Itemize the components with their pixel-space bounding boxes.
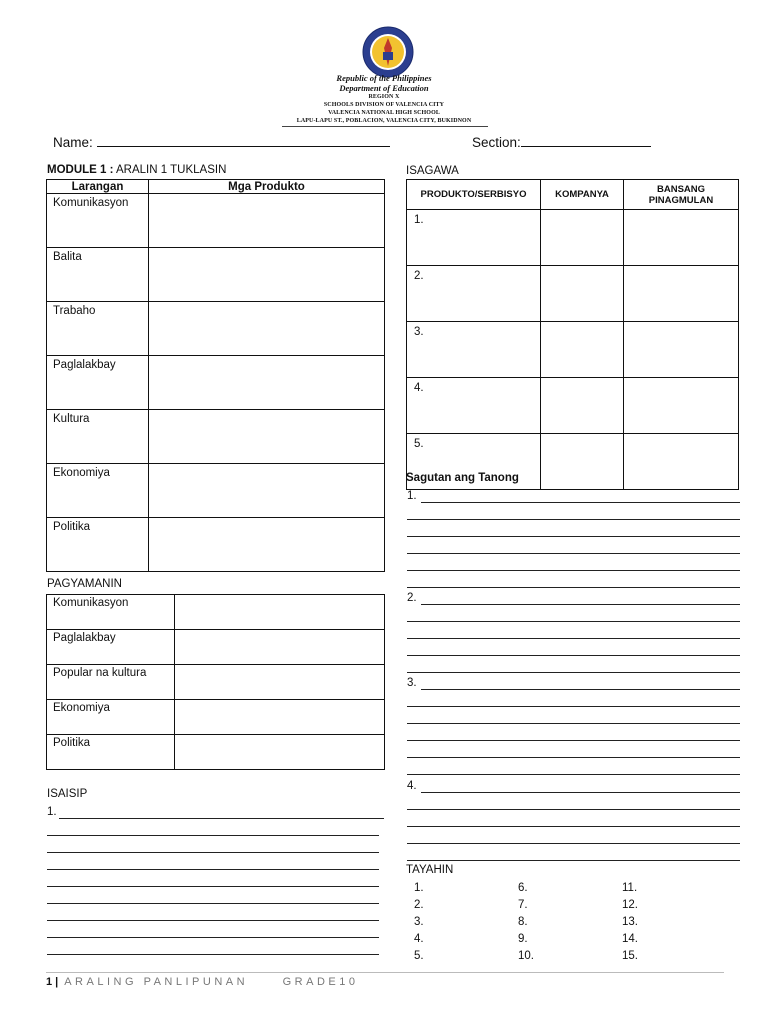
table-row	[47, 518, 385, 572]
module-label: MODULE 1 :	[47, 164, 114, 176]
header-region: REGION X	[368, 94, 400, 100]
row-number[interactable]: 4.	[407, 378, 541, 434]
row-label: Politika	[47, 735, 175, 770]
name-field[interactable]	[53, 133, 390, 150]
tayahin-item[interactable]: 2.	[414, 899, 424, 911]
answer-cell[interactable]	[541, 434, 624, 490]
answer-line[interactable]	[407, 706, 740, 707]
table-row	[47, 302, 385, 356]
answer-cell[interactable]	[624, 378, 739, 434]
mga-produkto-header: Mga Produkto	[149, 180, 385, 194]
pagyamanin-table	[46, 594, 385, 770]
tayahin-item[interactable]: 11.	[622, 882, 638, 894]
tayahin-item[interactable]: 5.	[414, 950, 424, 962]
answer-line[interactable]	[421, 689, 740, 690]
row-number[interactable]: 2.	[407, 266, 541, 322]
row-label: Balita	[47, 248, 149, 302]
question-number: 3.	[407, 677, 417, 689]
deped-seal-icon	[362, 26, 414, 78]
answer-line[interactable]	[407, 826, 740, 827]
answer-line[interactable]	[59, 818, 384, 819]
answer-line[interactable]	[47, 886, 379, 887]
table-row	[47, 194, 385, 248]
table-row	[47, 356, 385, 410]
table-row	[47, 665, 385, 700]
table-row	[47, 248, 385, 302]
answer-cell[interactable]	[149, 464, 385, 518]
row-label: Kultura	[47, 410, 149, 464]
isagawa-title: ISAGAWA	[406, 165, 459, 177]
answer-line[interactable]	[407, 860, 740, 861]
answer-cell[interactable]	[149, 356, 385, 410]
kompanya-header: KOMPANYA	[541, 180, 624, 210]
row-label: Ekonomiya	[47, 464, 149, 518]
footer-grade: GRADE10	[282, 976, 359, 988]
tayahin-item[interactable]: 10.	[518, 950, 534, 962]
answer-line[interactable]	[407, 655, 740, 656]
header-department: Department of Education	[339, 83, 429, 93]
answer-line[interactable]	[407, 672, 740, 673]
table-row	[407, 210, 739, 266]
table-row	[47, 595, 385, 630]
answer-cell[interactable]	[541, 266, 624, 322]
tayahin-item[interactable]: 6.	[518, 882, 528, 894]
answer-cell[interactable]	[149, 518, 385, 572]
isagawa-table	[406, 179, 739, 490]
table-row	[47, 700, 385, 735]
answer-cell[interactable]	[175, 595, 385, 630]
question-number: 1.	[407, 490, 417, 502]
header-address: LAPU-LAPU ST., POBLACION, VALENCIA CITY, BUKIDNON	[296, 118, 472, 124]
row-label: Paglalakbay	[47, 356, 149, 410]
answer-line[interactable]	[407, 774, 740, 775]
answer-cell[interactable]	[624, 322, 739, 378]
answer-line[interactable]	[47, 903, 379, 904]
answer-cell[interactable]	[624, 210, 739, 266]
answer-cell[interactable]	[175, 665, 385, 700]
row-label: Komunikasyon	[47, 194, 149, 248]
sagutan-title: Sagutan ang Tanong	[406, 472, 519, 484]
table-row	[47, 735, 385, 770]
answer-cell[interactable]	[149, 248, 385, 302]
answer-cell[interactable]	[149, 410, 385, 464]
produkto-header: PRODUKTO/SERBISYO	[407, 180, 541, 210]
answer-line[interactable]	[421, 502, 740, 503]
answer-line[interactable]	[407, 570, 740, 571]
answer-line[interactable]	[407, 536, 740, 537]
answer-line[interactable]	[421, 792, 740, 793]
page-footer	[46, 976, 358, 988]
pagyamanin-title: PAGYAMANIN	[47, 578, 122, 590]
footer-divider	[46, 972, 724, 973]
answer-line[interactable]	[407, 553, 740, 554]
tayahin-item[interactable]: 15.	[622, 950, 638, 962]
answer-line[interactable]	[407, 740, 740, 741]
header-republic: Republic of the Philippines	[336, 73, 432, 83]
section-field[interactable]	[472, 133, 651, 150]
row-label: Komunikasyon	[47, 595, 175, 630]
tayahin-item[interactable]: 9.	[518, 933, 528, 945]
tayahin-item[interactable]: 7.	[518, 899, 528, 911]
answer-cell[interactable]	[541, 210, 624, 266]
table-row	[407, 322, 739, 378]
table-row	[407, 266, 739, 322]
row-label: Ekonomiya	[47, 700, 175, 735]
row-number[interactable]: 5.	[407, 434, 541, 490]
question-number: 2.	[407, 592, 417, 604]
table-row	[47, 410, 385, 464]
row-number[interactable]: 3.	[407, 322, 541, 378]
answer-line[interactable]	[47, 835, 379, 836]
answer-line[interactable]	[407, 757, 740, 758]
header-divider	[282, 126, 488, 127]
header-school: VALENCIA NATIONAL HIGH SCHOOL	[328, 110, 440, 116]
answer-cell[interactable]	[175, 700, 385, 735]
tayahin-item[interactable]: 4.	[414, 933, 424, 945]
answer-cell[interactable]	[624, 434, 739, 490]
tayahin-item[interactable]: 8.	[518, 916, 528, 928]
row-number[interactable]: 1.	[407, 210, 541, 266]
name-label: Name:	[53, 135, 93, 150]
answer-cell[interactable]	[149, 194, 385, 248]
answer-line[interactable]	[407, 519, 740, 520]
answer-cell[interactable]	[541, 322, 624, 378]
answer-line[interactable]	[407, 638, 740, 639]
tayahin-title: TAYAHIN	[406, 864, 454, 876]
tuklasin-heading: ARALIN 1 TUKLASIN	[116, 164, 227, 176]
answer-cell[interactable]	[175, 630, 385, 665]
tayahin-item[interactable]: 13.	[622, 916, 638, 928]
isaisip-number: 1.	[47, 806, 57, 818]
answer-line[interactable]	[421, 604, 740, 605]
tayahin-item[interactable]: 14.	[622, 933, 638, 945]
answer-line[interactable]	[407, 621, 740, 622]
answer-cell[interactable]	[624, 266, 739, 322]
row-label: Paglalakbay	[47, 630, 175, 665]
answer-line[interactable]	[47, 852, 379, 853]
answer-line[interactable]	[47, 954, 379, 955]
section-label: Section:	[472, 135, 521, 150]
name-line[interactable]	[97, 133, 390, 147]
tayahin-item[interactable]: 12.	[622, 899, 638, 911]
section-line[interactable]	[521, 133, 651, 147]
row-label: Popular na kultura	[47, 665, 175, 700]
tayahin-item[interactable]: 1.	[414, 882, 424, 894]
answer-line[interactable]	[407, 843, 740, 844]
isaisip-title: ISAISIP	[47, 788, 88, 800]
bansang-header: BANSANG PINAGMULAN	[624, 180, 739, 210]
answer-line[interactable]	[47, 937, 379, 938]
table-row	[407, 378, 739, 434]
answer-line[interactable]	[407, 809, 740, 810]
question-number: 4.	[407, 780, 417, 792]
answer-line[interactable]	[407, 587, 740, 588]
table-row	[47, 464, 385, 518]
answer-line[interactable]	[407, 723, 740, 724]
tuklasin-title	[47, 164, 226, 176]
answer-line[interactable]	[47, 869, 379, 870]
header-division: SCHOOLS DIVISION OF VALENCIA CITY	[323, 102, 445, 108]
table-row	[47, 630, 385, 665]
row-label: Politika	[47, 518, 149, 572]
page-number: 1 |	[46, 976, 59, 988]
answer-cell[interactable]	[149, 302, 385, 356]
answer-cell[interactable]	[541, 378, 624, 434]
larangan-header: Larangan	[47, 180, 149, 194]
answer-line[interactable]	[47, 920, 379, 921]
row-label: Trabaho	[47, 302, 149, 356]
tuklasin-table	[46, 179, 385, 572]
footer-subject: ARALING PANLIPUNAN	[64, 976, 249, 988]
answer-cell[interactable]	[175, 735, 385, 770]
tayahin-item[interactable]: 3.	[414, 916, 424, 928]
